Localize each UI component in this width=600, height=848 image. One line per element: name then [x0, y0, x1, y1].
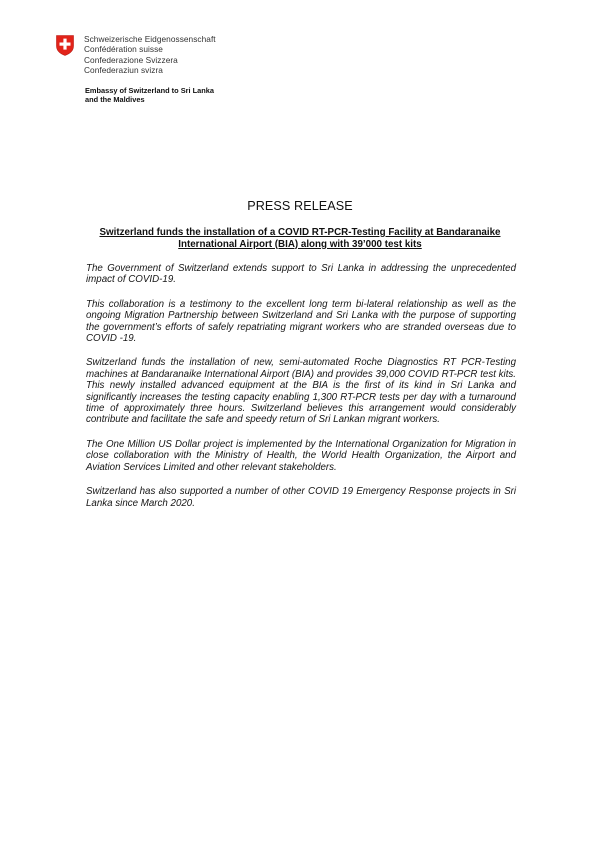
confederation-name-it: Confederazione Svizzera	[84, 54, 178, 65]
paragraph: This collaboration is a testimony to the excellent long term bi-lateral relationship as well as the ongoing Migration Partnership between Switzerland and Sri Lanka with the purpose of supporting the government’s efforts of safely repatriating migrant workers who are stranded overseas due to COVID -19.	[86, 298, 516, 345]
paragraph: The Government of Switzerland extends support to Sri Lanka in addressing the unprecedented impact of COVID-19.	[86, 263, 516, 286]
swiss-cross-icon	[56, 35, 74, 56]
document-heading: PRESS RELEASE	[247, 199, 353, 213]
confederation-name-rm: Confederaziun svizra	[84, 65, 163, 76]
paragraph: Switzerland funds the installation of new, semi-automated Roche Diagnostics RT PCR-Testing machines at Bandaranaike International Airport (BIA) and provides 39,000 COVID RT-PCR test kits. This newly installed advanced equipment at the BIA is the first of its kind in Sri Lanka and significantly increases the testing capacity enabling 1,300 RT-PCR tests per day with a turnaround time of approximately three hours. Switzerland believes this arrangement would considerably contribute and facilitate the safe and speedy return of Sri Lankan migrant workers.	[86, 357, 516, 426]
embassy-line-2: and the Maldives	[85, 95, 145, 105]
confederation-name-de: Schweizerische Eidgenossenschaft	[84, 34, 216, 44]
embassy-name	[85, 86, 214, 104]
letterhead	[56, 34, 216, 76]
paragraph: Switzerland has also supported a number of other COVID 19 Emergency Response projects in Sri Lanka since March 2020.	[86, 486, 516, 509]
paragraph: The One Million US Dollar project is implemented by the International Organization for Migration in close collaboration with the Ministry of Health, the World Health Organization, the Airport and Aviation Services Limited and other relevant stakeholders.	[86, 438, 516, 473]
embassy-line-1: Embassy of Switzerland to Sri Lanka	[85, 86, 214, 95]
confederation-names	[84, 34, 216, 76]
confederation-name-fr: Confédération suisse	[84, 44, 163, 55]
press-release-title: Switzerland funds the installation of a COVID RT-PCR-Testing Facility at Bandaranaike International Airport (BIA) along with 39’000 test kits	[99, 227, 501, 250]
press-release-body	[86, 263, 516, 522]
